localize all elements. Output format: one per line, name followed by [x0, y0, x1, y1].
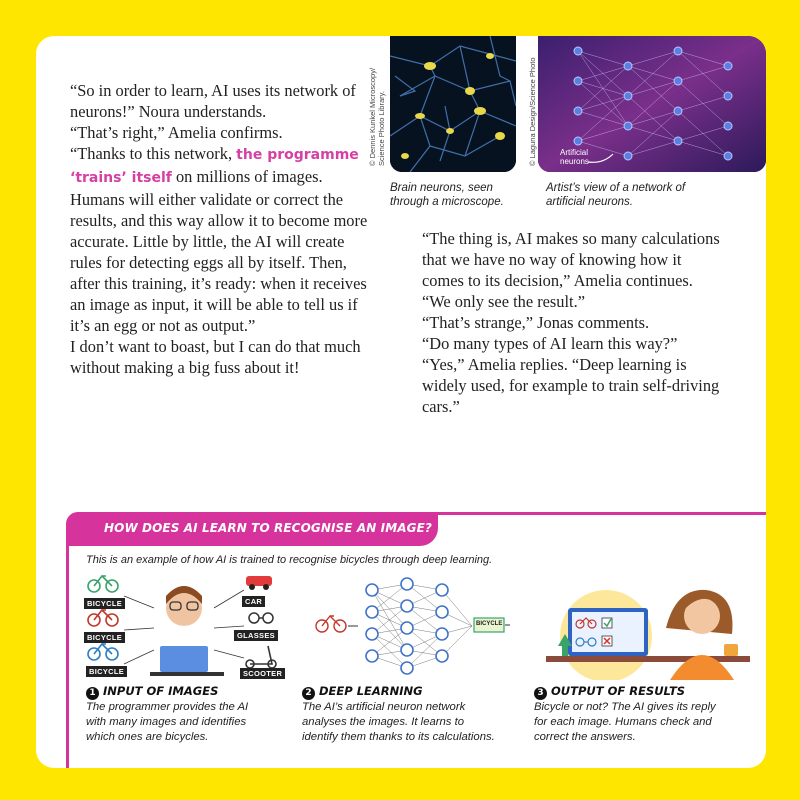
- output-results-illustration: [546, 568, 750, 680]
- brain-neurons-photo: [390, 36, 516, 172]
- paragraph: “So in order to learn, AI uses its network of neurons!” Noura understands.: [70, 81, 356, 121]
- step-line: analyses the images. It learns to: [302, 716, 465, 728]
- story-column-right: [422, 228, 722, 417]
- paragraph: [70, 143, 370, 336]
- step-line: correct the answers.: [534, 731, 636, 743]
- label-bicycle: BICYCLE: [86, 666, 127, 677]
- step-title-text: DEEP LEARNING: [319, 684, 423, 698]
- highlighted-phrase: the programme ‘trains’ itself: [70, 147, 359, 186]
- text-run: on millions of images. Humans will either validate or correct the results, and this way allow it to become more accurate. Little by little, the AI will create rules for detecting eggs all by itself. Then, after this training, it’s ready: when it receives an image as input, it will be able to tell us if it’s an egg or not as output.”: [70, 167, 368, 335]
- info-box-intro: This is an example of how AI is trained to recognise bicycles through deep learning.: [86, 554, 493, 566]
- artificial-photo-caption: [546, 181, 685, 209]
- step-line: identify them thanks to its calculations.: [302, 731, 495, 743]
- info-box-title: HOW DOES AI LEARN TO RECOGNISE AN IMAGE?: [104, 521, 432, 535]
- label-bicycle: BICYCLE: [84, 632, 125, 643]
- step-line: with many images and identifies: [86, 716, 247, 728]
- step-number: 2: [302, 687, 315, 700]
- paragraph: “That’s strange,” Jonas comments.: [422, 313, 650, 332]
- paragraph: “Do many types of AI learn this way?”: [422, 334, 678, 353]
- page: [36, 36, 766, 768]
- caption-line: Brain neurons, seen: [390, 182, 493, 194]
- label-scooter: SCOOTER: [240, 668, 285, 679]
- step-2-title: [302, 684, 423, 700]
- paragraph: “The thing is, AI makes so many calculations that we have no way of knowing how it comes to its decision,” Amelia continues. “We only see the result.”: [422, 229, 720, 311]
- input-images-illustration: [84, 568, 284, 678]
- step-3-description: [534, 700, 716, 745]
- label-line: Artificial: [560, 148, 589, 157]
- caption-line: artificial neurons.: [546, 196, 633, 208]
- label-line: neurons: [560, 157, 589, 166]
- brain-photo-caption: [390, 181, 504, 209]
- text-run: “Thanks to this network,: [70, 144, 233, 163]
- label-output-bicycle: BICYCLE: [476, 621, 503, 627]
- story-column-left: [70, 80, 370, 378]
- step-title-text: INPUT OF IMAGES: [103, 684, 219, 698]
- paragraph: “Yes,” Amelia replies. “Deep learning is widely used, for example to train self-driving cars.”: [422, 355, 720, 416]
- step-line: Bicycle or not? The AI gives its reply: [534, 701, 716, 713]
- artificial-neurons-photo: [538, 36, 766, 172]
- artificial-neurons-label: [560, 148, 589, 166]
- label-bicycle: BICYCLE: [84, 598, 125, 609]
- step-line: The AI’s artificial neuron network: [302, 701, 466, 713]
- info-box-title-banner: [66, 512, 438, 546]
- step-number: 1: [86, 687, 99, 700]
- deep-learning-illustration: [312, 576, 512, 676]
- label-glasses: GLASSES: [234, 630, 278, 641]
- photo-credit-artificial: © Laguna Design/Science Photo: [528, 57, 537, 166]
- paragraph: “That’s right,” Amelia confirms.: [70, 123, 283, 142]
- caption-line: Artist’s view of a network of: [546, 182, 686, 194]
- step-1-title: [86, 684, 218, 700]
- step-3-title: [534, 684, 685, 700]
- step-2-description: [302, 700, 495, 745]
- step-title-text: OUTPUT OF RESULTS: [551, 684, 686, 698]
- step-line: for each image. Humans check and: [534, 716, 712, 728]
- label-car: CAR: [242, 596, 265, 607]
- paragraph: I don’t want to boast, but I can do that much without making a big fuss about it!: [70, 337, 361, 377]
- step-line: The programmer provides the AI: [86, 701, 249, 713]
- step-line: which ones are bicycles.: [86, 731, 209, 743]
- photo-credit-brain: © Dennis Kunkel Microscopy/ Science Photo Library.: [368, 67, 386, 166]
- step-number: 3: [534, 687, 547, 700]
- caption-line: through a microscope.: [390, 196, 504, 208]
- step-1-description: [86, 700, 248, 745]
